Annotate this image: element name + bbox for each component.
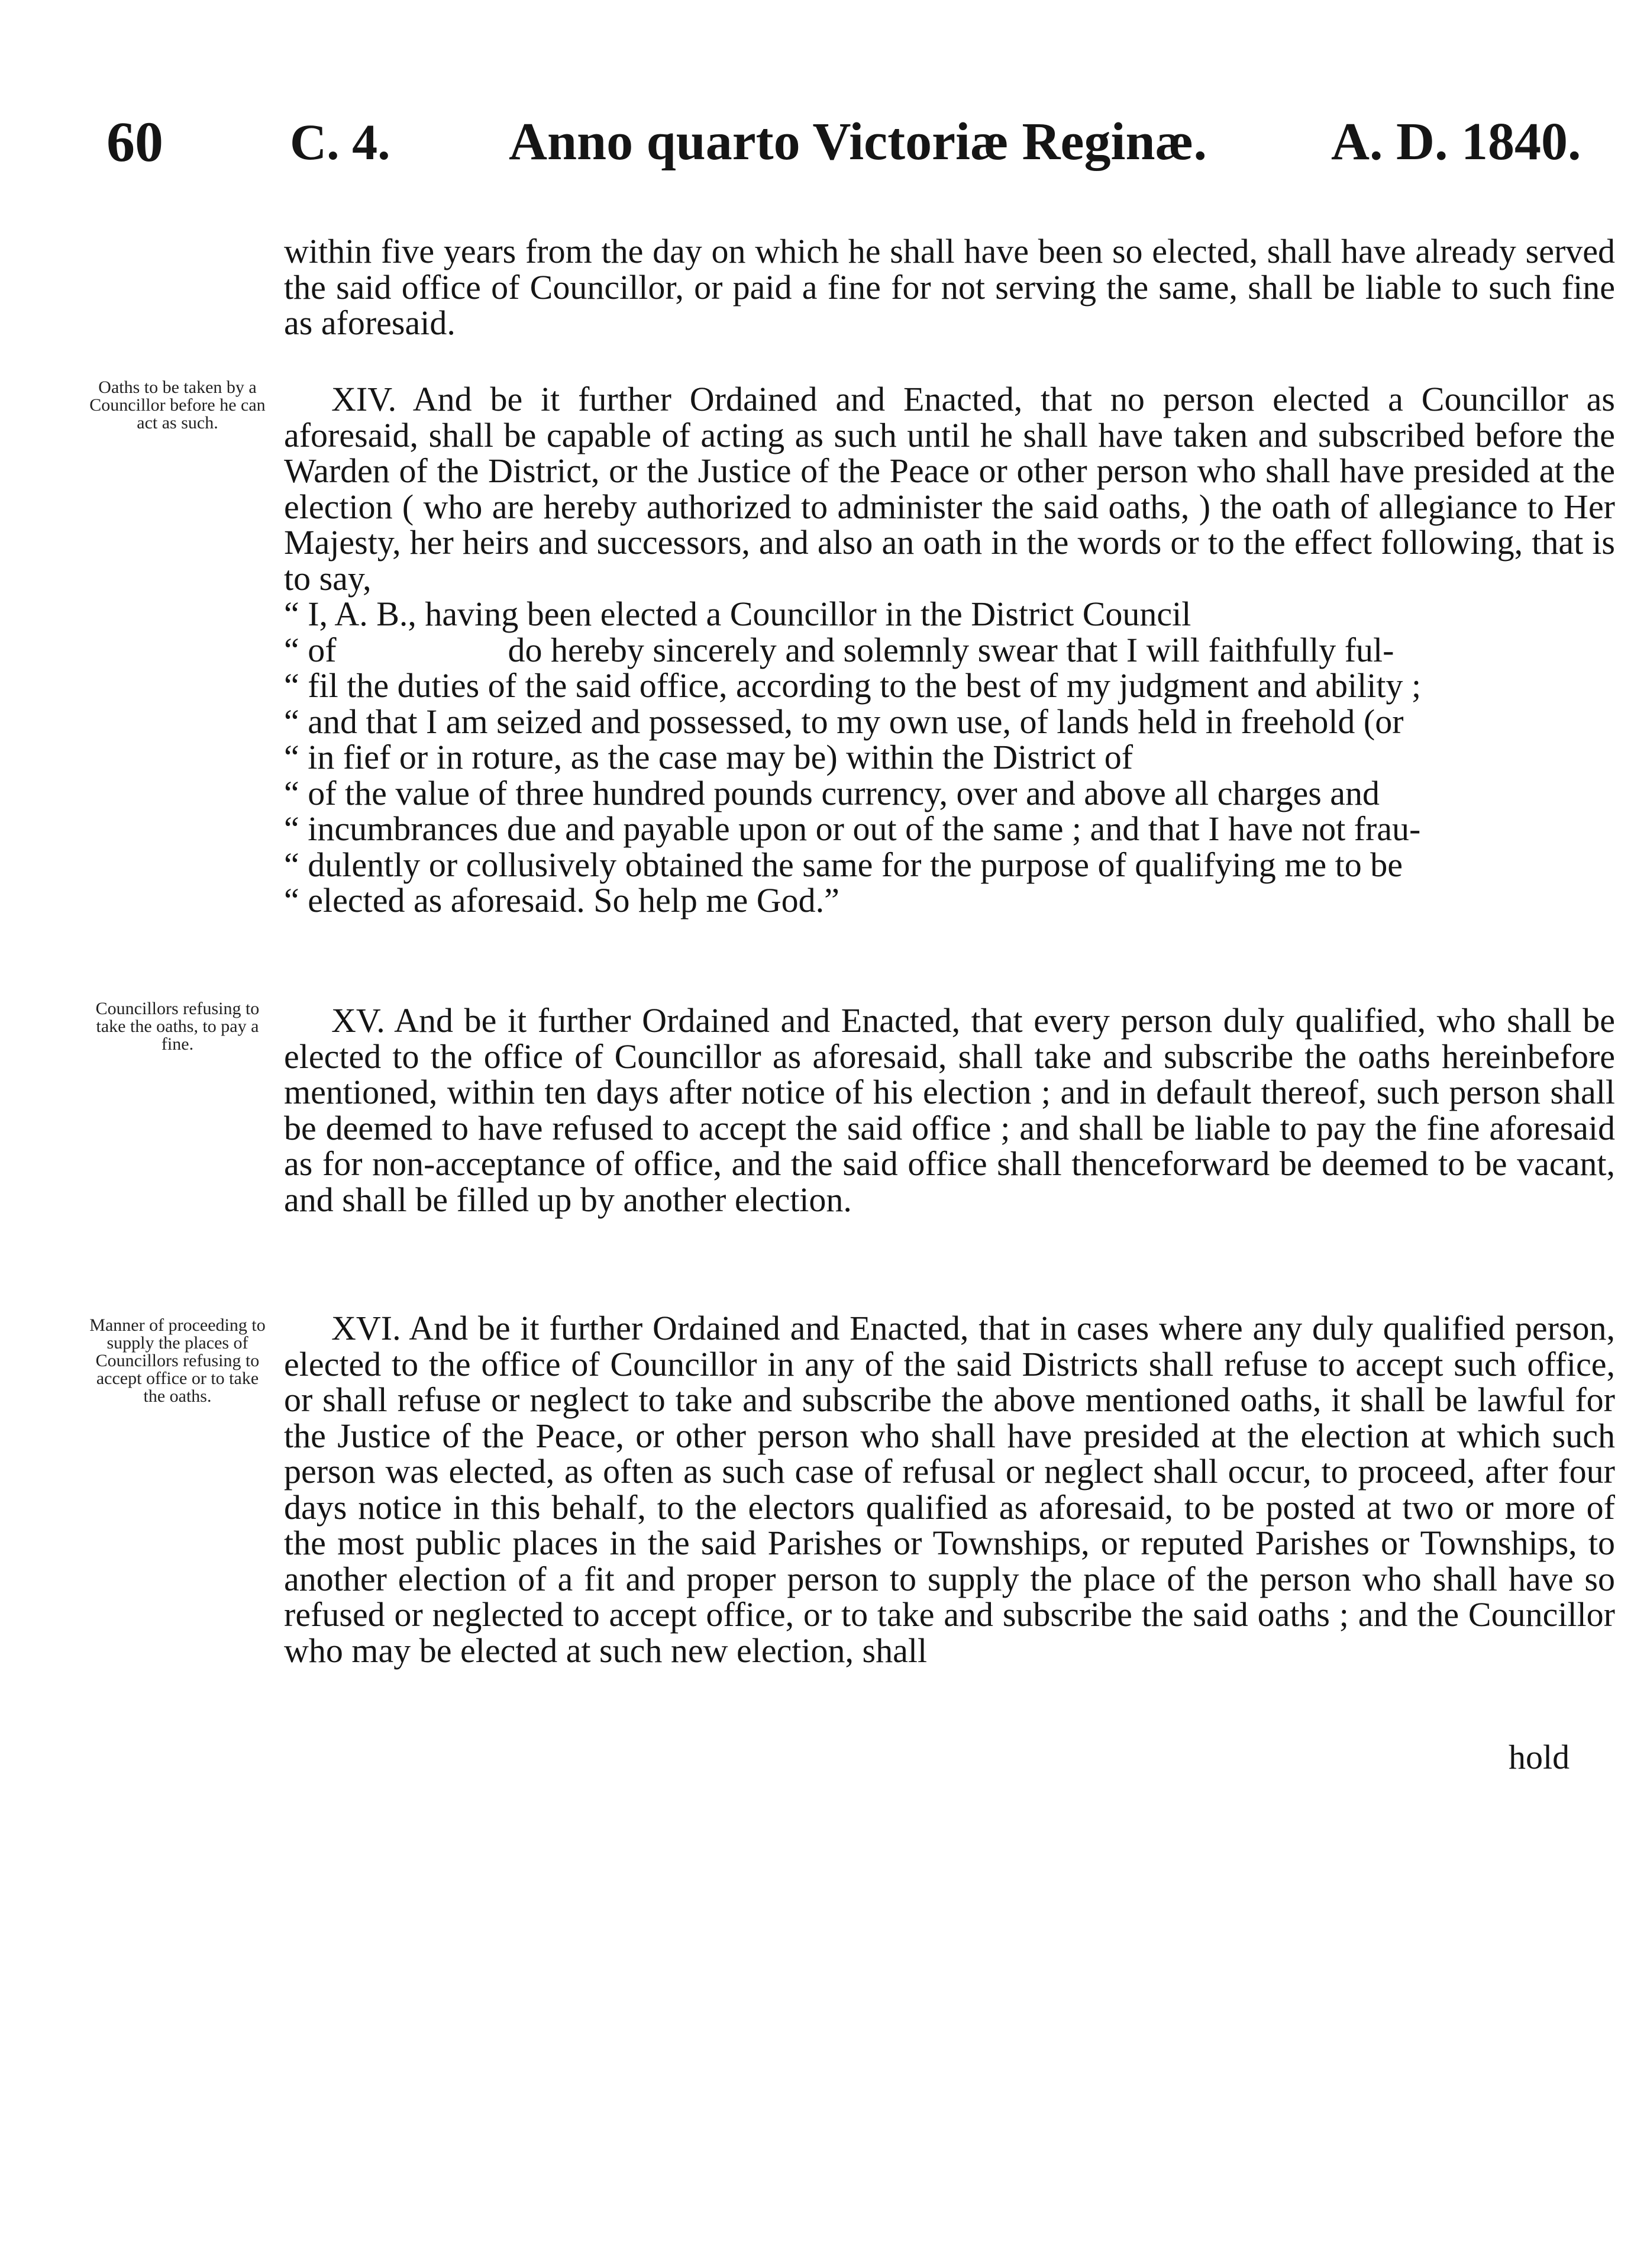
section-number: XIV. — [331, 380, 397, 418]
marginal-note-xv: Councillors refusing to take the oaths, to pay a fine. — [95, 999, 260, 1054]
section-xiv-body — [284, 382, 1615, 596]
oath-line: “ elected as aforesaid. So help me God.” — [284, 881, 839, 920]
section-xiv — [284, 382, 1615, 919]
oath-line: “ dulently or collusively obtained the same for the purpose of qualifying me to be — [284, 845, 1403, 884]
section-text: And be it further Ordained and Enacted, that in cases where any duly qualified person, elected to the office of Councillor in any of the said Districts shall refuse to accept such office, or shall refuse or neglect to take and subscribe the above mentioned oaths, it shall be lawful for the Justice of the Peace, or other person who shall have presided at the election at which such person was elected, as often as such case of refusal or neglect shall occur, to proceed, after four days notice in this behalf, to the electors qualified as aforesaid, to be posted at two or more of the most public places in the said Parishes or Townships, or reputed Parishes or Townships, to another election of a fit and proper person to supply the place of the person who shall have so refused or neglected to accept office, or to take and subscribe the said oaths ; and the Councillor who may be elected at such new election, shall — [284, 1309, 1615, 1670]
oath-line: “ I, A. B., having been elected a Councillor in the District Council — [284, 595, 1191, 633]
section-number: XV. — [331, 1001, 385, 1040]
continuation-block — [284, 234, 1615, 341]
oath-line: “ of do hereby sincerely and solemnly swear that I will faithfully ful- — [284, 630, 1394, 669]
section-number: XVI. — [331, 1309, 401, 1347]
chapter-number: C. 4. — [290, 114, 390, 170]
section-xv-body — [284, 1003, 1615, 1218]
page-number: 60 — [106, 110, 163, 173]
continuation-text: within five years from the day on which he shall have been so elected, shall have already served the said office of Councillor, or paid a fine for not serving the same, shall be liable to such fine as aforesaid. — [284, 232, 1615, 342]
section-text: And be it further Ordained and Enacted, that every person duly qualified, who shall be elected to the office of Councillor as aforesaid, shall take and subscribe the oaths hereinbefore mentioned, within ten days after notice of his election ; and in default thereof, such person shall be deemed to have refused to accept the said office ; and shall be liable to pay the fine aforesaid as for non-acceptance of office, and the said office shall thenceforward be deemed to be vacant, and shall be filled up by another election. — [284, 1001, 1615, 1219]
section-xv — [284, 1003, 1615, 1218]
catchword: hold — [1509, 1738, 1570, 1776]
marginal-note-xvi: Manner of proceeding to supply the places of Councillors refusing to accept office or to take the oaths. — [89, 1315, 266, 1406]
oath-line: “ fil the duties of the said office, according to the best of my judgment and ability ; — [284, 666, 1422, 705]
section-xvi — [284, 1311, 1615, 1669]
oath-line: “ of the value of three hundred pounds currency, over and above all charges and — [284, 773, 1380, 812]
running-header — [0, 107, 1647, 189]
oath-line: “ in fief or in roture, as the case may be) within the District of — [284, 738, 1133, 776]
year: A. D. 1840. — [1331, 112, 1581, 171]
section-xvi-body — [284, 1311, 1615, 1669]
oath-line: “ incumbrances due and payable upon or out of the same ; and that I have not frau- — [284, 809, 1421, 848]
section-text: And be it further Ordained and Enacted, that no person elected a Councillor as aforesaid, shall be capable of acting as such until he shall have taken and subscribed before the Warden of the District, or the Justice of the Peace or other person who shall have presided at the election ( who are hereby authorized to administer the said oaths, ) the oath of allegiance to Her Majesty, her heirs and successors, and also an oath in the words or to the effect following, that is to say, — [284, 380, 1615, 598]
marginal-note-xiv: Oaths to be taken by a Councillor before he can act as such. — [89, 378, 266, 433]
oath-line: “ and that I am seized and possessed, to my own use, of lands held in freehold (or — [284, 702, 1404, 741]
act-title: Anno quarto Victoriæ Reginæ. — [509, 112, 1207, 171]
